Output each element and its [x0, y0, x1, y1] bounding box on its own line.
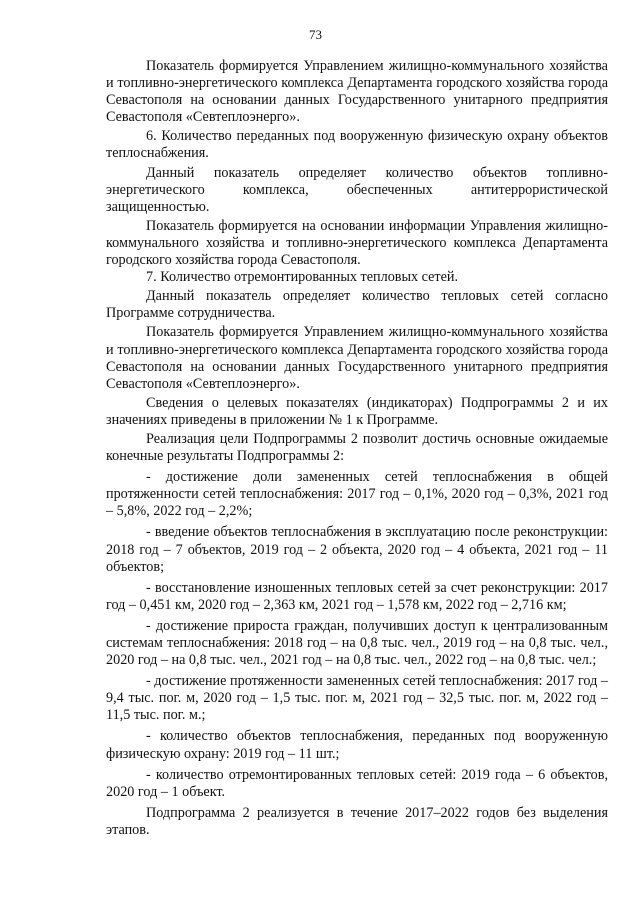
list-item: 7. Количество отремонтированных тепловых сетей.: [146, 269, 459, 286]
paragraph: Сведения о целевых показателях (индикаторах) Подпрограммы 2 и их значениях приведены в приложении № 1 к Программе.: [106, 394, 608, 428]
paragraph: Данный показатель определяет количество объектов топливно-энергетического комплекса, обеспеченных антитеррористической защищенностью.: [106, 164, 608, 215]
result-item: - введение объектов теплоснабжения в эксплуатацию после реконструкции: 2018 год – 7 объектов, 2019 год – 2 объекта, 2020 год – 4 объекта, 2021 год – 11 объектов;: [106, 524, 608, 575]
result-item: - достижение доли замененных сетей теплоснабжения в общей протяженности сетей теплоснабжения: 2017 год – 0,1%, 2020 год – 0,3%, 2021 год – 5,8%, 2022 год – 2,2%;: [106, 469, 608, 520]
paragraph: Показатель формируется на основании информации Управления жилищно-коммунального хозяйства и топливно-энергетического комплекса Департамента городского хозяйства города Севастополя.: [106, 217, 608, 269]
paragraph: Показатель формируется Управлением жилищно-коммунального хозяйства и топливно-энергетического комплекса Департамента городского хозяйства города Севастополя на основании данных Государственного унитарного предприятия Севастополя «Севтеплоэнерго».: [106, 324, 608, 392]
result-item: - достижение прироста граждан, получивших доступ к централизованным системам теплоснабжения: 2018 год – на 0,8 тыс. чел., 2019 год – на 0,8 тыс. чел., 2020 год – на 0,8 тыс. чел., 2021 год – на 0,8 тыс. чел., 2022 год – на 0,8 тыс. чел.;: [106, 617, 608, 669]
result-item: - достижение протяженности замененных сетей теплоснабжения: 2017 год – 9,4 тыс. пог. м, 2020 год – 1,5 тыс. пог. м, 2021 год – 32,5 тыс. пог. м, 2022 год – 11,5 тыс. пог. м.;: [106, 673, 608, 724]
document-body: [106, 58, 608, 839]
list-item: 6. Количество переданных под вооруженную физическую охрану объектов теплоснабжения.: [106, 128, 608, 162]
paragraph: Подпрограмма 2 реализуется в течение 2017–2022 годов без выделения этапов.: [106, 804, 608, 838]
paragraph: Показатель формируется Управлением жилищно-коммунального хозяйства и топливно-энергетического комплекса Департамента городского хозяйства города Севастополя на основании данных Государственного унитарного предприятия Севастополя «Севтеплоэнерго».: [106, 58, 608, 126]
result-item: - количество отремонтированных тепловых сетей: 2019 года – 6 объектов, 2020 год – 1 объект.: [106, 766, 608, 800]
paragraph: Реализация цели Подпрограммы 2 позволит достичь основные ожидаемые конечные результаты Подпрограммы 2:: [106, 430, 608, 465]
result-item: - восстановление изношенных тепловых сетей за счет реконструкции: 2017 год – 0,451 км, 2020 год – 2,363 км, 2021 год – 1,578 км, 2022 год – 2,716 км;: [106, 579, 608, 613]
paragraph: Данный показатель определяет количество тепловых сетей согласно Программе сотрудничества.: [106, 288, 608, 322]
page-number: 73: [309, 27, 322, 42]
result-item: - количество объектов теплоснабжения, переданных под вооруженную физическую охрану: 2019 год – 11 шт.;: [106, 728, 608, 762]
